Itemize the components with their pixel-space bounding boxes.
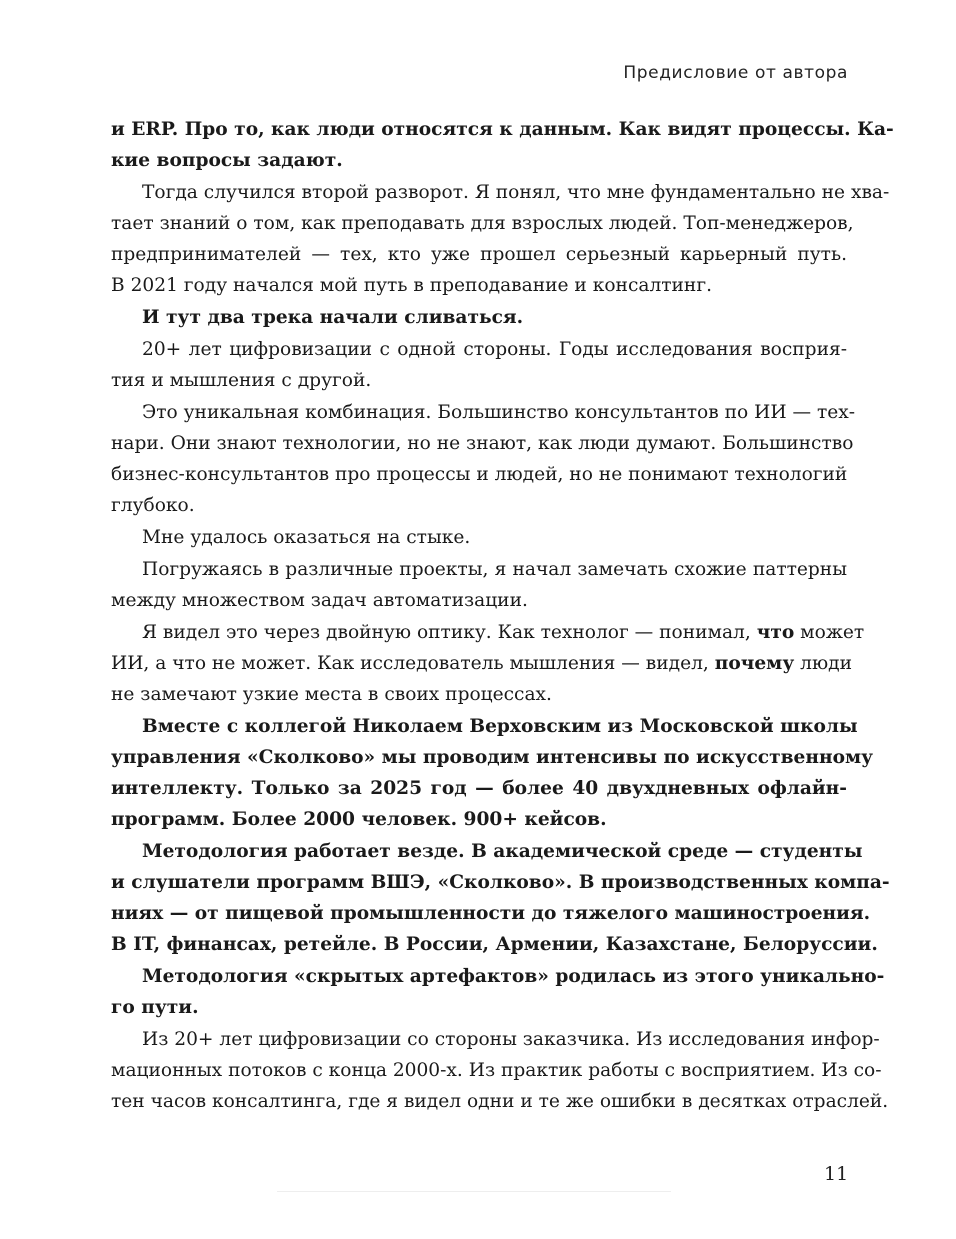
text-line: В 2021 году начался мой путь в преподавание и консалтинг. xyxy=(111,275,712,296)
text-line: Методология работает везде. В академической среде — студенты xyxy=(142,841,863,862)
footer-divider xyxy=(277,1191,671,1192)
paragraph xyxy=(111,334,847,396)
text-line: управления «Сколково» мы проводим интенсивы по искусственному xyxy=(111,747,874,768)
text-line: и ERP. Про то, как люди относятся к данным. Как видят процессы. Ка- xyxy=(111,119,894,140)
text-line: бизнес-консультантов про процессы и людей, но не понимают технологий xyxy=(111,464,848,485)
text-line: тает знаний о том, как преподавать для взрослых людей. Топ-менеджеров, xyxy=(111,213,854,234)
text-segment: Я видел это через двойную оптику. Как технолог — понимал, xyxy=(142,622,757,643)
paragraph xyxy=(111,961,885,1023)
page-number: 11 xyxy=(824,1163,849,1185)
text-line: В IT, финансах, ретейле. В России, Армении, Казахстане, Белоруссии. xyxy=(111,934,878,955)
text-line: го пути. xyxy=(111,997,199,1018)
text-line: Погружаясь в различные проекты, я начал замечать схожие паттерны xyxy=(142,559,847,580)
text-line: Из 20+ лет цифровизации со стороны заказчика. Из исследования инфор- xyxy=(142,1029,880,1050)
paragraph xyxy=(111,1024,889,1117)
paragraph xyxy=(111,397,856,521)
paragraph xyxy=(111,177,890,301)
text-line: и слушатели программ ВШЭ, «Сколково». В производственных компа- xyxy=(111,872,890,893)
paragraph xyxy=(111,554,847,616)
text-segment: люди xyxy=(794,653,853,674)
emphasis-text: почему xyxy=(714,653,795,674)
text-line: Вместе с коллегой Николаем Верховским из Московской школы xyxy=(142,716,858,737)
text-line: 20+ лет цифровизации с одной стороны. Годы исследования восприя- xyxy=(142,339,847,360)
text-line: предпринимателей — тех, кто уже прошел серьезный карьерный путь. xyxy=(111,244,847,265)
text-line: Методология «скрытых артефактов» родилась из этого уникально- xyxy=(142,966,885,987)
text-line: тен часов консалтинга, где я видел одни и те же ошибки в десятках отраслей. xyxy=(111,1091,889,1112)
emphasis-text: что xyxy=(756,622,795,643)
text-line: программ. Более 2000 человек. 900+ кейсов. xyxy=(111,809,607,830)
text-line: интеллекту. Только за 2025 год — более 40 двухдневных офлайн- xyxy=(111,778,847,799)
text-line: ниях — от пищевой промышленности до тяжелого машиностроения. xyxy=(111,903,871,924)
text-line: тия и мышления с другой. xyxy=(111,370,372,391)
text-line: Это уникальная комбинация. Большинство консультантов по ИИ — тех- xyxy=(142,402,856,423)
text-line: глубоко. xyxy=(111,495,195,516)
text-line xyxy=(111,648,853,679)
running-header: Предисловие от автора xyxy=(623,63,848,83)
text-segment: ИИ, а что не может. Как исследователь мышления — видел, xyxy=(111,653,715,674)
text-line: нари. Они знают технологии, но не знают, как люди думают. Большинство xyxy=(111,433,854,454)
text-line: Тогда случился второй разворот. Я понял, что мне фундаментально не хва- xyxy=(142,182,890,203)
text-line: И тут два трека начали сливаться. xyxy=(142,307,524,328)
text-segment: может xyxy=(794,622,865,643)
paragraph xyxy=(111,114,894,176)
body-text xyxy=(111,114,894,1118)
paragraph xyxy=(111,522,847,553)
paragraph xyxy=(111,302,847,333)
text-line: не замечают узкие места в своих процессах. xyxy=(111,684,552,705)
paragraph xyxy=(111,617,865,710)
text-line: Мне удалось оказаться на стыке. xyxy=(142,527,471,548)
text-line xyxy=(111,617,865,648)
paragraph xyxy=(111,711,874,835)
text-line: кие вопросы задают. xyxy=(111,150,343,171)
paragraph xyxy=(111,836,890,960)
text-line: мационных потоков с конца 2000-х. Из практик работы с восприятием. Из со- xyxy=(111,1060,882,1081)
text-line: между множеством задач автоматизации. xyxy=(111,590,528,611)
